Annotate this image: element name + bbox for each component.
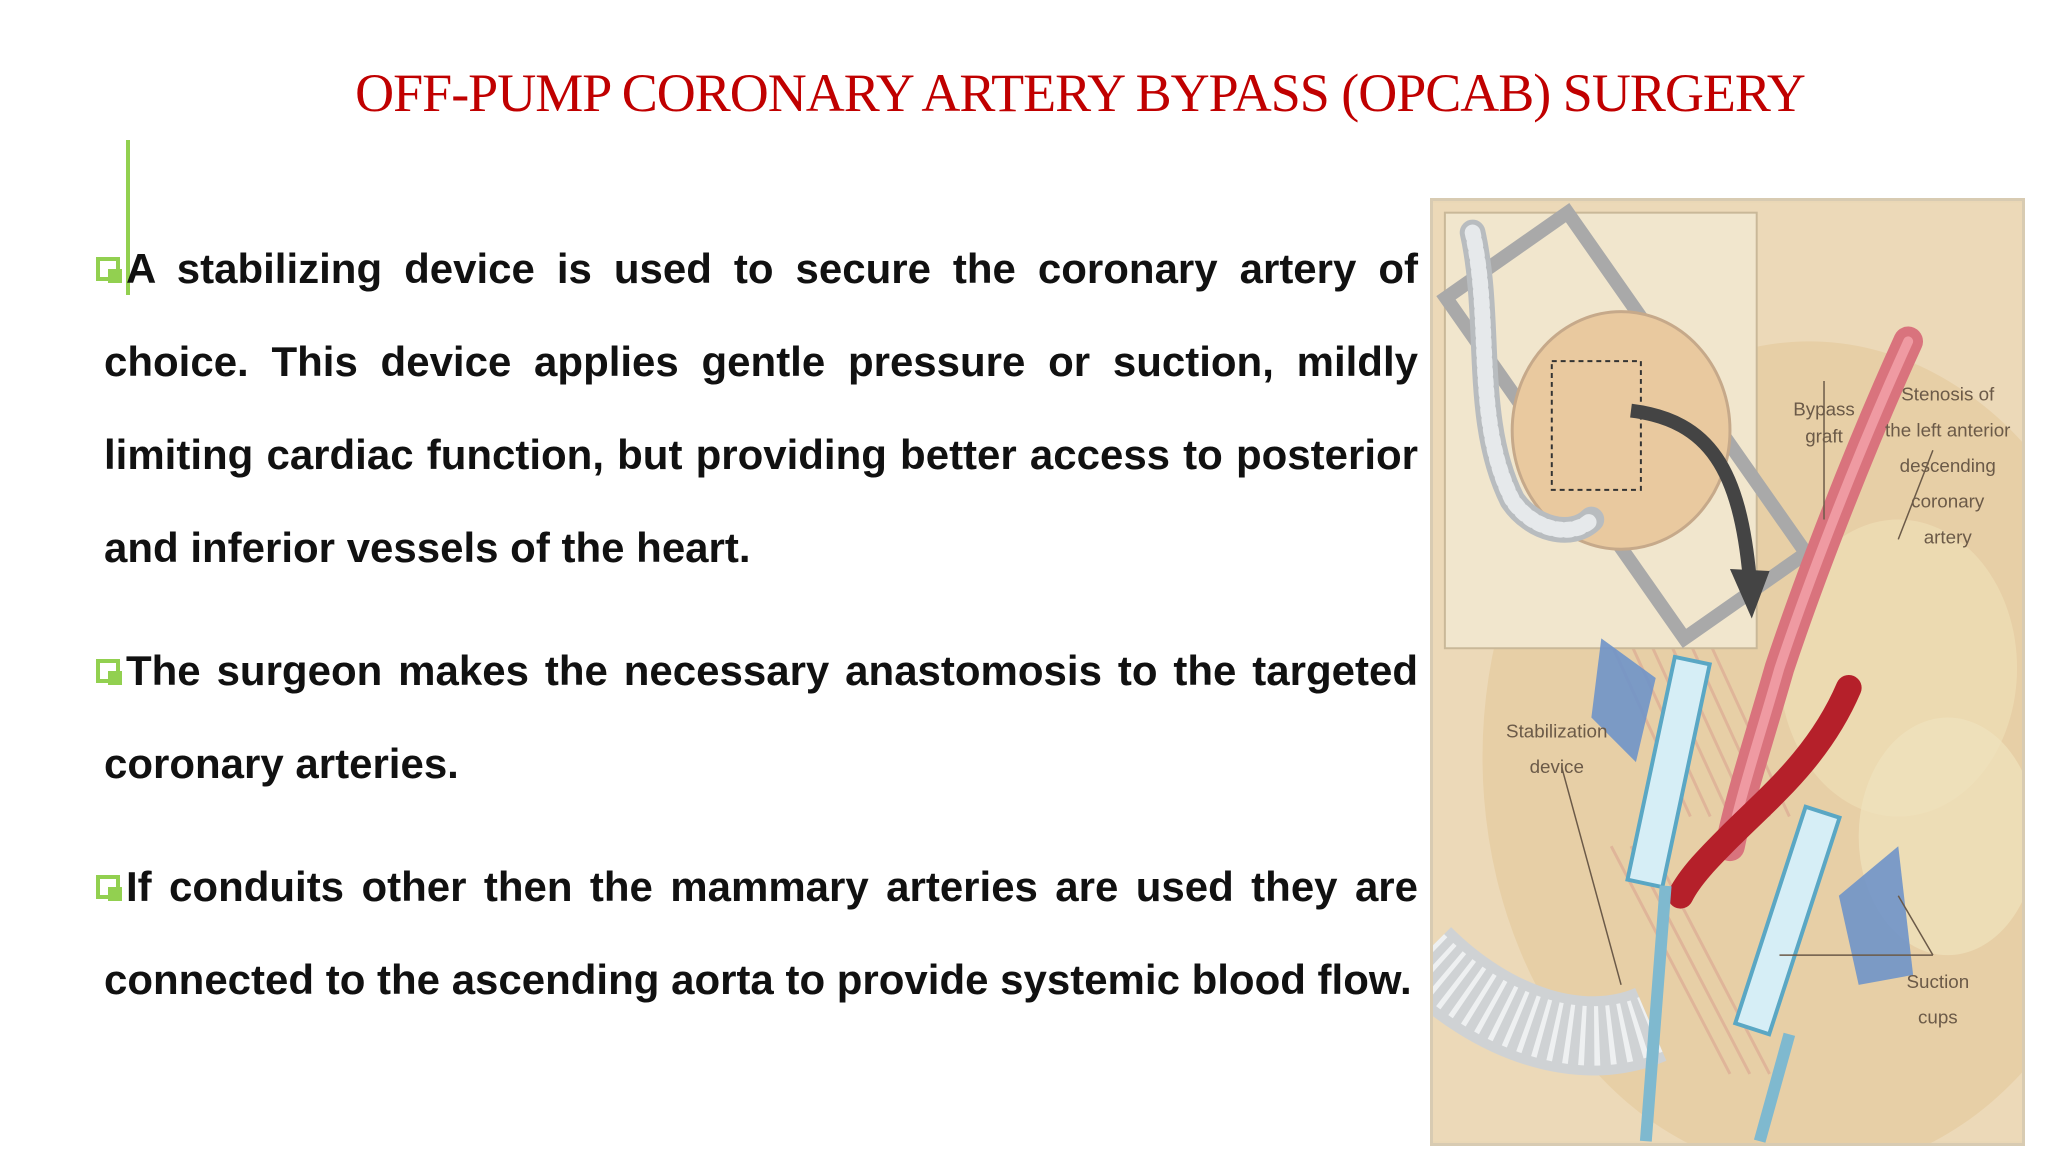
opcab-illustration [1430, 198, 2025, 1146]
label-line: Stenosis of [1901, 383, 1995, 405]
label-line: the left anterior [1885, 419, 2011, 441]
bullet-item [96, 840, 1418, 1026]
bullet-text: The surgeon makes the necessary anastomosis to the targeted coronary arteries. [104, 647, 1418, 787]
label-line: Stabilization [1506, 720, 1608, 742]
bullet-item [96, 624, 1418, 810]
slide-title: OFF-PUMP CORONARY ARTERY BYPASS (OPCAB) SURGERY [355, 63, 1805, 123]
bullet-item [96, 222, 1418, 594]
label-line: artery [1923, 526, 1972, 548]
bullet-text: A stabilizing device is used to secure the coronary artery of choice. This device applies gentle pressure or suction, mildly limiting cardiac function, but providing better access to posterior and inferior vessels of the heart. [104, 245, 1418, 571]
checkbox-square-icon [96, 257, 120, 281]
label-line: device [1529, 755, 1584, 777]
checkbox-square-icon [96, 875, 120, 899]
label-line: descending [1899, 455, 1996, 477]
bullet-list [96, 222, 1418, 1056]
bullet-text: If conduits other then the mammary arteries are used they are connected to the ascending aorta to provide systemic blood flow. [104, 863, 1418, 1003]
label-line: coronary [1911, 490, 1985, 512]
label-line: Bypass [1793, 398, 1855, 420]
checkbox-square-icon [96, 659, 120, 683]
label-line: Suction [1906, 970, 1970, 992]
label-line: graft [1805, 425, 1843, 447]
opcab-illustration-svg [1433, 201, 2022, 1143]
label-line: cups [1917, 1006, 1958, 1028]
